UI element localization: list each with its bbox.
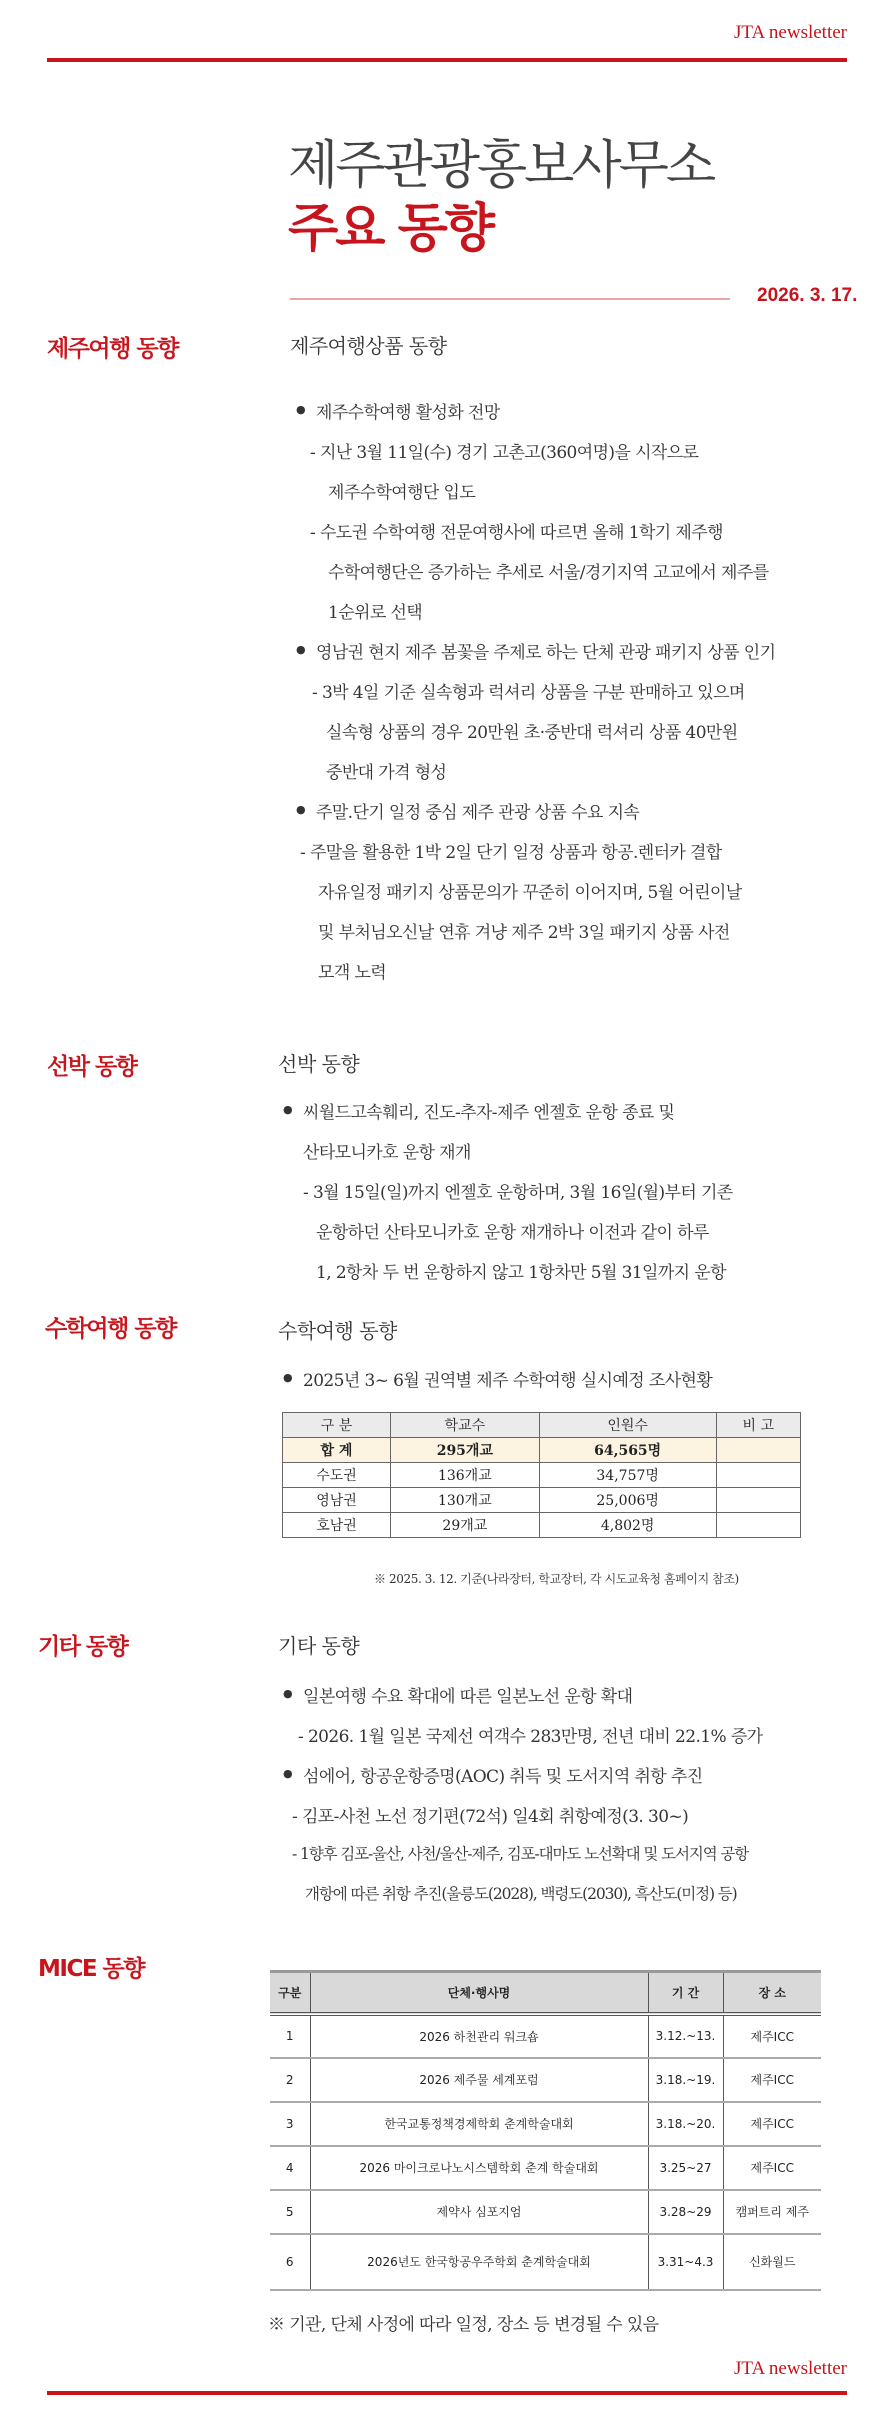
col-header: 단체·행사명	[310, 1972, 648, 2014]
col-header: 구 분	[283, 1413, 391, 1438]
table-cell: 3.28~29	[648, 2190, 723, 2234]
section-label: 선박 동향	[47, 1054, 137, 1080]
table-cell: 신화월드	[723, 2234, 821, 2290]
sub-item-cont: 및 부처님오신날 연휴 겨냥 제주 2박 3일 패키지 상품 사전	[318, 923, 730, 943]
table-row	[270, 2014, 821, 2058]
sub-item: - 지난 3월 11일(수) 경기 고촌고(360여명)을 시작으로	[310, 443, 699, 463]
table-cell: 2026 제주물 세계포럼	[310, 2058, 648, 2102]
col-header: 인원수	[539, 1413, 716, 1438]
table-cell	[716, 1463, 800, 1488]
table-cell: 제약사 심포지엄	[310, 2190, 648, 2234]
sub-item: - 3월 15일(일)까지 엔젤호 운항하며, 3월 16일(월)부터 기존	[303, 1183, 733, 1203]
page-subtitle: 주요 동향	[288, 199, 493, 259]
bullet-item: ● 2025년 3~ 6월 권역별 제주 수학여행 실시예정 조사현황	[303, 1366, 712, 1391]
section-title: 수학여행 동향	[278, 1319, 397, 1343]
table-cell: 130개교	[390, 1488, 539, 1513]
sub-item-cont: 자유일정 패키지 상품문의가 꾸준히 이어지며, 5월 어린이날	[318, 883, 742, 903]
sub-item: - 주말을 활용한 1박 2일 단기 일정 상품과 항공.렌터카 결합	[300, 843, 722, 863]
school-trip-table	[282, 1412, 801, 1538]
section-label: 수학여행 동향	[45, 1316, 176, 1342]
col-header: 구분	[270, 1972, 310, 2014]
table-cell: 3.18.~20.	[648, 2102, 723, 2146]
table-row	[283, 1463, 801, 1488]
table-row-total	[283, 1438, 801, 1463]
bullet-item: ● 주말.단기 일정 중심 제주 관광 상품 수요 지속	[316, 798, 639, 823]
sub-item: - 김포-사천 노선 정기편(72석) 일4회 취항예정(3. 30~)	[292, 1807, 689, 1827]
sub-item-cont: 모객 노력	[318, 963, 387, 983]
table-cell: 3.25~27	[648, 2146, 723, 2190]
table-cell: 캠퍼트리 제주	[723, 2190, 821, 2234]
sub-item-cont: 운항하던 산타모니카호 운항 재개하나 이전과 같이 하루	[316, 1223, 709, 1243]
table-row	[270, 2102, 821, 2146]
footer-brand: JTA newsletter	[734, 2358, 847, 2379]
sub-item: - 2026. 1월 일본 국제선 여객수 283만명, 전년 대비 22.1% 증가	[298, 1727, 763, 1747]
section-title: 선박 동향	[278, 1052, 360, 1076]
table-cell: 6	[270, 2234, 310, 2290]
table-footnote: ※ 2025. 3. 12. 기준(나라장터, 학교장터, 각 시도교육청 홈페이지 참조)	[374, 1572, 739, 1586]
sub-item-cont: 실속형 상품의 경우 20만원 초·중반대 럭셔리 상품 40만원	[326, 723, 738, 743]
page-title: 제주관광홍보사무소	[288, 136, 714, 196]
col-header: 학교수	[390, 1413, 539, 1438]
sub-item: - 1향후 김포-울산, 사천/울산-제주, 김포-대마도 노선확대 및 도서지역 공항	[292, 1845, 749, 1863]
table-cell: 제주ICC	[723, 2058, 821, 2102]
table-cell: 영남권	[283, 1488, 391, 1513]
bullet-item: ● 제주수학여행 활성화 전망	[316, 398, 500, 423]
table-cell: 한국교통정책경제학회 춘계학술대회	[310, 2102, 648, 2146]
table-cell	[716, 1488, 800, 1513]
section-title: 기타 동향	[278, 1634, 360, 1658]
table-cell: 1	[270, 2014, 310, 2058]
sub-item-cont: 1, 2항차 두 번 운항하지 않고 1항차만 5월 31일까지 운항	[316, 1263, 726, 1283]
col-header: 장 소	[723, 1972, 821, 2014]
sub-item-cont: 개항에 따른 취항 추진(울릉도(2028), 백령도(2030), 흑산도(미정) 등)	[305, 1885, 737, 1903]
table-cell: 25,006명	[539, 1488, 716, 1513]
table-cell: 제주ICC	[723, 2146, 821, 2190]
section-title: 제주여행상품 동향	[290, 334, 447, 358]
table-row	[270, 2146, 821, 2190]
mice-events-table	[270, 1970, 821, 2291]
sub-item-cont: 중반대 가격 형성	[326, 763, 447, 783]
footer-divider	[47, 2391, 847, 2395]
table-cell: 4	[270, 2146, 310, 2190]
sub-item: - 수도권 수학여행 전문여행사에 따르면 올해 1학기 제주행	[310, 523, 723, 543]
table-cell: 5	[270, 2190, 310, 2234]
table-cell: 3	[270, 2102, 310, 2146]
header-divider	[47, 58, 847, 62]
bullet-item: ● 일본여행 수요 확대에 따른 일본노선 운항 확대	[303, 1682, 632, 1707]
bullet-item: ● 씨월드고속훼리, 진도-추자-제주 엔젤호 운항 종료 및	[303, 1098, 674, 1123]
table-cell: 제주ICC	[723, 2102, 821, 2146]
table-cell: 합 계	[283, 1438, 391, 1463]
col-header: 기 간	[648, 1972, 723, 2014]
sub-item-cont: 제주수학여행단 입도	[328, 483, 476, 503]
table-cell: 136개교	[390, 1463, 539, 1488]
newsletter-brand: JTA newsletter	[734, 22, 847, 43]
table-cell: 제주ICC	[723, 2014, 821, 2058]
table-cell: 3.18.~19.	[648, 2058, 723, 2102]
table-row	[283, 1513, 801, 1538]
sub-item-cont: 1순위로 선택	[328, 603, 423, 623]
table-row	[270, 2190, 821, 2234]
date-divider	[290, 298, 730, 300]
table-cell: 29개교	[390, 1513, 539, 1538]
table-cell	[716, 1438, 800, 1463]
sub-item: - 3박 4일 기준 실속형과 럭셔리 상품을 구분 판매하고 있으며	[312, 683, 745, 703]
section-label: 기타 동향	[38, 1634, 128, 1660]
table-cell: 4,802명	[539, 1513, 716, 1538]
bullet-item: ● 영남권 현지 제주 봄꽃을 주제로 하는 단체 관광 패키지 상품 인기	[316, 638, 775, 663]
issue-date: 2026. 3. 17.	[757, 285, 858, 306]
table-row	[270, 2058, 821, 2102]
sub-item-cont: 수학여행단은 증가하는 추세로 서울/경기지역 고교에서 제주를	[328, 563, 769, 583]
table-cell: 수도권	[283, 1463, 391, 1488]
table-cell: 2	[270, 2058, 310, 2102]
table-cell: 2026 마이크로나노시스템학회 춘계 학술대회	[310, 2146, 648, 2190]
table-cell: 2026 하천관리 워크숍	[310, 2014, 648, 2058]
col-header: 비 고	[716, 1413, 800, 1438]
bullet-item: ● 섬에어, 항공운항증명(AOC) 취득 및 도서지역 취항 추진	[303, 1762, 703, 1787]
table-cell: 295개교	[390, 1438, 539, 1463]
table-cell: 2026년도 한국항공우주학회 춘계학술대회	[310, 2234, 648, 2290]
table-row	[270, 2234, 821, 2290]
table-cell: 64,565명	[539, 1438, 716, 1463]
table-cell	[716, 1513, 800, 1538]
table-row	[283, 1488, 801, 1513]
table-cell: 호남권	[283, 1513, 391, 1538]
section-label: MICE 동향	[38, 1956, 144, 1982]
table-cell: 3.31~4.3	[648, 2234, 723, 2290]
table-header-row	[283, 1413, 801, 1438]
bullet-item-cont: 산타모니카호 운항 재개	[303, 1143, 471, 1163]
table-cell: 34,757명	[539, 1463, 716, 1488]
section-label: 제주여행 동향	[47, 336, 178, 362]
table-header-row	[270, 1972, 821, 2014]
mice-footnote: ※ 기관, 단체 사정에 따라 일정, 장소 등 변경될 수 있음	[268, 2315, 659, 2335]
table-cell: 3.12.~13.	[648, 2014, 723, 2058]
